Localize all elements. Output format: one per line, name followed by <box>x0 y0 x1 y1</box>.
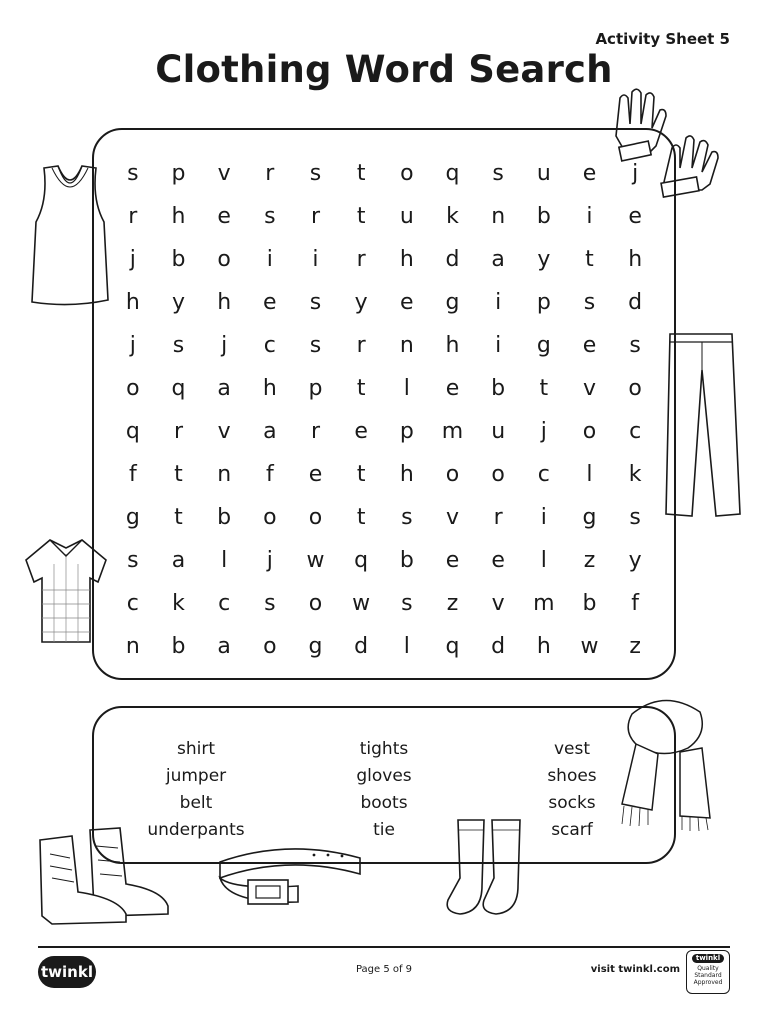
grid-letter[interactable]: l <box>403 376 410 401</box>
grid-letter[interactable]: s <box>629 333 641 358</box>
grid-letter[interactable]: s <box>264 591 276 616</box>
grid-letter[interactable]: w <box>306 548 325 573</box>
grid-letter[interactable]: o <box>308 591 323 616</box>
footer-divider <box>38 946 730 948</box>
grid-letter[interactable]: h <box>399 462 414 487</box>
grid-letter[interactable]: w <box>580 634 599 659</box>
activity-sheet-label: Activity Sheet 5 <box>595 30 730 48</box>
grid-letter[interactable]: n <box>491 204 506 229</box>
grid-letter[interactable]: v <box>217 419 231 444</box>
grid-letter[interactable]: m <box>441 419 464 444</box>
grid-letter[interactable]: p <box>171 161 186 186</box>
visit-link[interactable]: visit twinkl.com <box>590 964 680 975</box>
grid-letter[interactable]: z <box>446 591 459 616</box>
grid-letter[interactable]: o <box>491 462 505 487</box>
grid-letter[interactable]: l <box>221 548 228 573</box>
grid-letter[interactable]: e <box>445 548 460 573</box>
grid-letter[interactable]: a <box>263 419 277 444</box>
grid-letter[interactable]: n <box>217 462 232 487</box>
grid-letter[interactable]: f <box>631 591 640 616</box>
word-item: boots <box>360 793 408 813</box>
grid-letter[interactable]: b <box>399 548 414 573</box>
grid-letter[interactable]: k <box>628 462 642 487</box>
grid-letter[interactable]: i <box>495 290 502 315</box>
grid-letter[interactable]: z <box>629 634 641 659</box>
grid-letter[interactable]: g <box>308 634 323 659</box>
grid-letter[interactable]: d <box>491 634 506 659</box>
grid-letter[interactable]: s <box>583 290 596 315</box>
grid-letter[interactable]: q <box>445 634 460 659</box>
grid-letter[interactable]: w <box>352 591 371 616</box>
grid-letter[interactable]: m <box>533 591 555 616</box>
word-column <box>492 736 652 844</box>
grid-letter[interactable]: b <box>491 376 506 401</box>
grid-letter[interactable]: v <box>491 591 505 616</box>
grid-letter[interactable]: r <box>173 419 184 444</box>
grid-letter[interactable]: q <box>445 161 460 186</box>
grid-letter[interactable]: b <box>171 634 186 659</box>
grid-letter[interactable]: e <box>582 333 597 358</box>
word-item: belt <box>179 793 213 813</box>
grid-letter[interactable]: t <box>356 376 366 401</box>
word-item: jumper <box>165 766 227 786</box>
grid-letter[interactable]: y <box>537 247 551 272</box>
word-item: tights <box>359 739 409 759</box>
grid-letter[interactable]: s <box>172 333 185 358</box>
grid-letter[interactable]: a <box>171 548 186 573</box>
grid-letter[interactable]: v <box>582 376 596 401</box>
grid-letter[interactable]: o <box>400 161 414 186</box>
grid-letter[interactable]: e <box>400 290 414 315</box>
page-number: Page 5 of 9 <box>355 964 413 975</box>
grid-letter[interactable]: r <box>356 333 366 358</box>
grid-letter[interactable]: o <box>263 634 277 659</box>
grid-letter[interactable]: r <box>265 161 275 186</box>
grid-letter[interactable]: e <box>628 204 642 229</box>
grid-letter[interactable]: r <box>310 204 321 229</box>
grid-letter[interactable]: c <box>263 333 276 358</box>
grid-letter[interactable]: h <box>125 290 140 315</box>
grid-letter[interactable]: p <box>399 419 414 444</box>
grid-letter[interactable]: r <box>310 419 321 444</box>
grid-letter[interactable]: f <box>128 462 137 487</box>
grid-letter[interactable]: s <box>127 548 139 573</box>
grid-letter[interactable]: a <box>217 376 231 401</box>
word-item: shirt <box>176 739 215 759</box>
grid-letter[interactable]: o <box>308 505 323 530</box>
grid-letter[interactable]: i <box>266 247 273 272</box>
grid-letter[interactable]: g <box>125 505 140 530</box>
grid-letter[interactable]: s <box>309 161 322 186</box>
grid-letter[interactable]: d <box>445 247 460 272</box>
grid-letter[interactable]: e <box>308 462 323 487</box>
grid-letter[interactable]: u <box>491 419 506 444</box>
grid-letter[interactable]: j <box>540 419 547 444</box>
grid-letter[interactable]: h <box>399 247 414 272</box>
grid-letter[interactable]: h <box>171 204 186 229</box>
grid-letter[interactable]: u <box>399 204 414 229</box>
grid-letter[interactable]: i <box>540 505 547 530</box>
grid-letter[interactable]: g <box>536 333 551 358</box>
grid-letter[interactable]: z <box>583 548 596 573</box>
grid-letter[interactable]: k <box>172 591 185 616</box>
grid-letter[interactable]: c <box>629 419 642 444</box>
grid-letter[interactable]: r <box>493 505 503 530</box>
grid-letter[interactable]: b <box>582 591 597 616</box>
word-item: gloves <box>356 766 412 786</box>
grid-letter[interactable]: t <box>539 376 549 401</box>
grid-letter[interactable]: q <box>354 548 369 573</box>
grid-letter[interactable]: g <box>445 290 460 315</box>
grid-letter[interactable]: t <box>174 505 183 530</box>
grid-letter[interactable]: y <box>354 290 368 315</box>
grid-letter[interactable]: f <box>265 462 274 487</box>
grid-letter[interactable]: j <box>129 247 136 272</box>
grid-letter[interactable]: s <box>309 333 322 358</box>
grid-letter[interactable]: c <box>537 462 550 487</box>
grid-letter[interactable]: h <box>217 290 232 315</box>
grid-letter[interactable]: t <box>585 247 594 272</box>
grid-letter[interactable]: h <box>628 247 643 272</box>
grid-letter[interactable]: y <box>171 290 185 315</box>
grid-letter[interactable]: s <box>264 204 276 229</box>
grid-letter[interactable]: j <box>129 333 136 358</box>
brand-logo-text: twinkl <box>41 963 93 981</box>
grid-letter[interactable]: b <box>217 505 232 530</box>
grid-letter[interactable]: e <box>263 290 277 315</box>
grid-letter[interactable]: p <box>308 376 323 401</box>
grid-letter[interactable]: r <box>128 204 138 229</box>
grid-letter[interactable]: q <box>171 376 186 401</box>
grid-letter[interactable]: d <box>354 634 369 659</box>
grid-letter[interactable]: j <box>632 161 639 186</box>
grid-letter[interactable]: d <box>628 290 643 315</box>
grid-letter[interactable]: h <box>262 376 277 401</box>
grid-letter[interactable]: e <box>445 376 460 401</box>
grid-letter[interactable]: s <box>401 591 413 616</box>
grid-letter[interactable]: s <box>492 161 504 186</box>
grid-letter[interactable]: t <box>174 462 183 487</box>
grid-letter[interactable]: s <box>127 161 139 186</box>
grid-letter[interactable]: t <box>356 462 366 487</box>
grid-letter[interactable]: q <box>125 419 140 444</box>
word-column <box>304 736 464 844</box>
word-item: socks <box>548 793 596 813</box>
grid-letter[interactable]: a <box>491 247 505 272</box>
page-title: Clothing Word Search <box>155 48 613 91</box>
grid-letter[interactable]: y <box>628 548 642 573</box>
grid-letter[interactable]: s <box>401 505 413 530</box>
word-item: shoes <box>547 766 597 786</box>
grid-letter[interactable]: h <box>445 333 460 358</box>
grid-letter[interactable]: e <box>582 161 597 186</box>
grid-letter[interactable]: j <box>266 548 273 573</box>
grid-letter[interactable]: e <box>491 548 505 573</box>
grid-letter[interactable]: a <box>217 634 231 659</box>
grid-letter[interactable]: u <box>536 161 551 186</box>
grid-letter[interactable]: h <box>536 634 551 659</box>
grid-letter[interactable]: e <box>217 204 231 229</box>
grid-letter[interactable]: g <box>582 505 597 530</box>
grid-letter[interactable]: v <box>445 505 459 530</box>
grid-letter[interactable]: t <box>356 204 366 229</box>
word-item: underpants <box>147 820 245 840</box>
word-column <box>116 736 276 844</box>
grid-letter[interactable]: s <box>629 505 641 530</box>
seal-brand: twinkl <box>692 954 724 963</box>
grid-letter[interactable]: o <box>263 505 277 530</box>
grid-letter[interactable]: e <box>354 419 368 444</box>
grid-letter[interactable]: v <box>217 161 231 186</box>
grid-letter[interactable]: o <box>628 376 642 401</box>
grid-letter[interactable]: b <box>171 247 186 272</box>
grid-letter[interactable]: c <box>218 591 231 616</box>
word-item: tie <box>373 820 395 840</box>
grid-letter[interactable]: i <box>312 247 319 272</box>
grid-letter[interactable]: o <box>582 419 597 444</box>
word-item: scarf <box>551 820 593 840</box>
grid-letter[interactable]: i <box>586 204 593 229</box>
grid-letter[interactable]: p <box>536 290 551 315</box>
grid-letter[interactable]: l <box>403 634 410 659</box>
letter-grid <box>110 152 658 668</box>
grid-letter[interactable]: t <box>356 505 366 530</box>
grid-letter[interactable]: s <box>309 290 322 315</box>
grid-letter[interactable]: k <box>446 204 459 229</box>
grid-letter[interactable]: t <box>356 161 366 186</box>
grid-letter[interactable]: b <box>536 204 551 229</box>
grid-letter[interactable]: o <box>445 462 460 487</box>
grid-letter[interactable]: o <box>126 376 140 401</box>
quality-seal <box>686 950 730 994</box>
grid-letter[interactable]: r <box>356 247 366 272</box>
grid-letter[interactable]: j <box>221 333 228 358</box>
seal-text: Quality Standard Approved <box>693 965 723 986</box>
grid-letter[interactable]: c <box>126 591 139 616</box>
grid-letter[interactable]: n <box>399 333 414 358</box>
grid-letter[interactable]: l <box>586 462 593 487</box>
grid-letter[interactable]: i <box>495 333 502 358</box>
grid-letter[interactable]: n <box>125 634 140 659</box>
grid-letter[interactable]: l <box>540 548 547 573</box>
word-item: vest <box>553 739 591 759</box>
grid-letter[interactable]: o <box>217 247 231 272</box>
